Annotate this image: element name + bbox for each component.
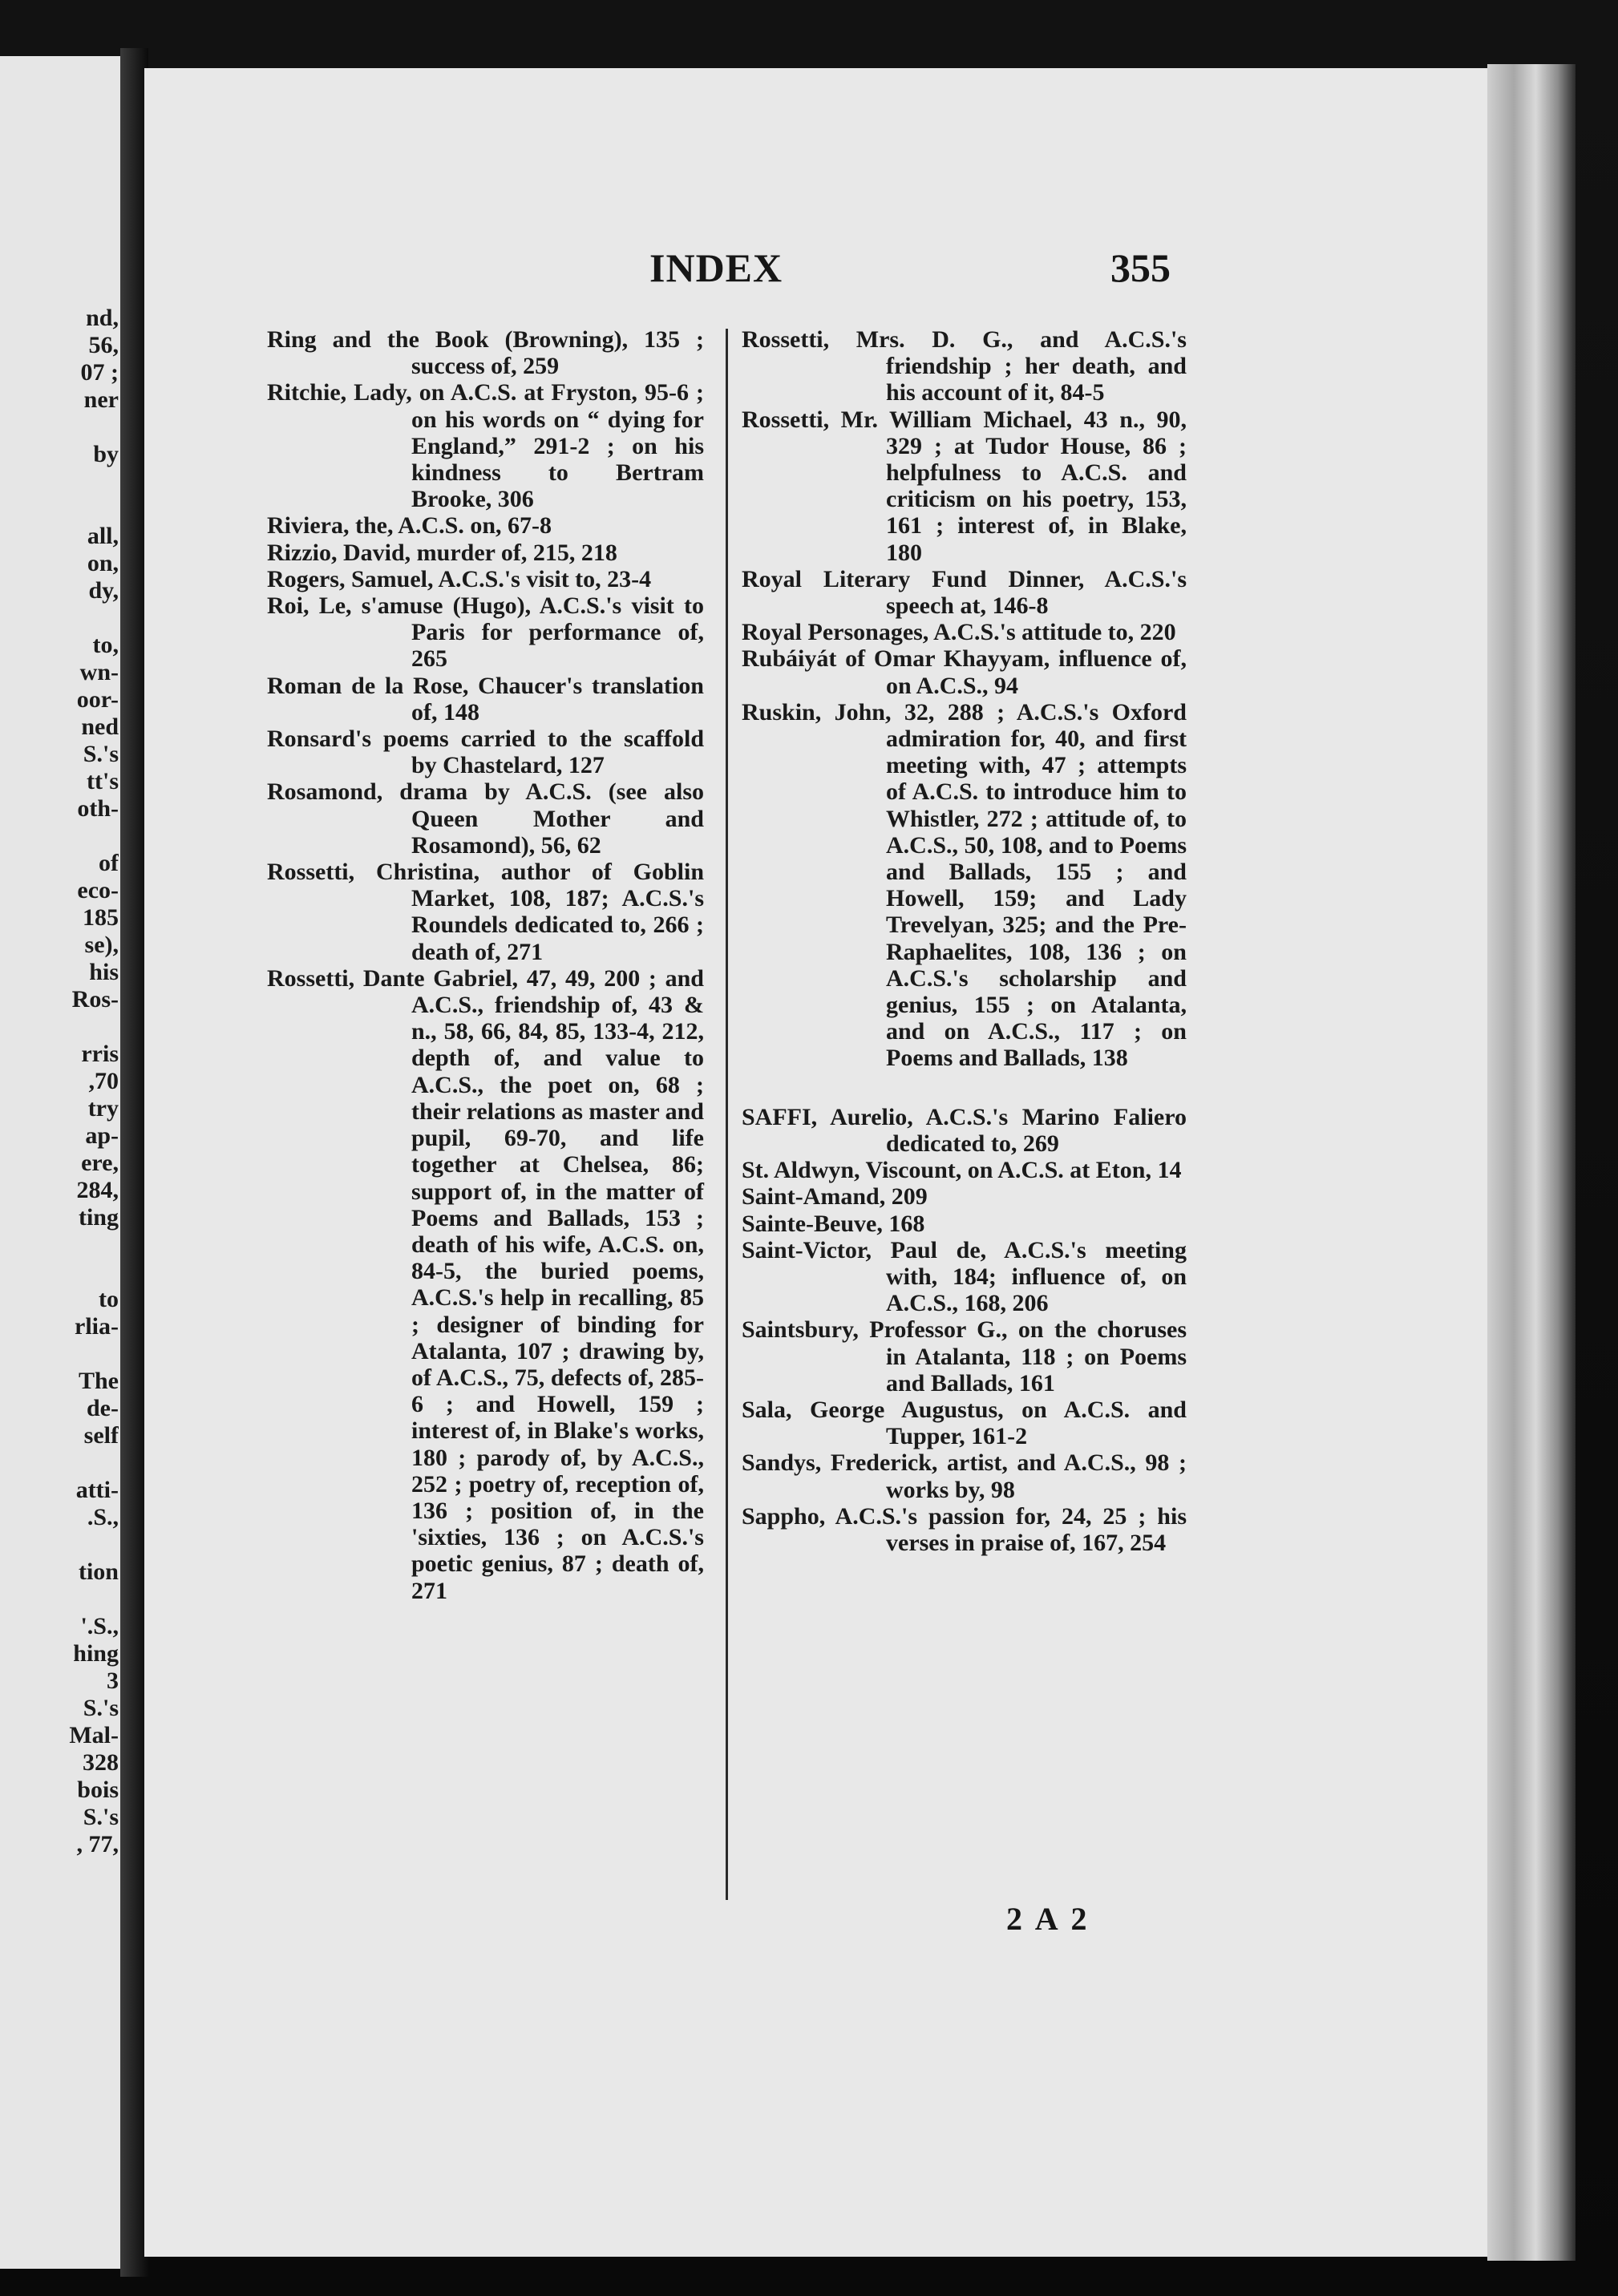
- facing-page-fragment: by: [93, 441, 119, 467]
- facing-page-fragment: , 77,: [76, 1831, 119, 1857]
- facing-page-fragment: tt's: [87, 768, 119, 794]
- running-title: INDEX: [649, 245, 783, 290]
- facing-page-fragment: on,: [87, 550, 119, 576]
- facing-page-fragment: self: [83, 1422, 119, 1449]
- facing-page-fragment: [0, 495, 119, 523]
- index-entry: Rossetti, Dante Gabriel, 47, 49, 200 ; and A.C.S., friendship of, 43 & n., 58, 66, 84, 85, 133-4, 212, depth of, and value to A.C.S., the poet on, 68 ; their relations as master and pupil, 69-70, and life together at Chelsea, 86; support of, in the matter of Poems and Ballads, 153 ; death of his wife, A.C.S. on, 84-5, the buried poems, A.C.S.'s help in recalling, 85 ; designer of binding for Atalanta, 107 ; drawing by, of A.C.S., 75, defects of, 285-6 ; and Howell, 159 ; interest of, in Blake's works, 180 ; parody of, by A.C.S., 252 ; poetry of, reception of, 136 ; position of, in the 'sixties, 136 ; on A.C.S.'s poetic genius, 87 ; death of, 271: [267, 964, 704, 1604]
- index-entry: Rogers, Samuel, A.C.S.'s visit to, 23-4: [267, 565, 652, 592]
- facing-page-fragment: Mal-: [69, 1722, 119, 1748]
- facing-page-fragment: ,70: [88, 1068, 119, 1094]
- index-entry: Rossetti, Mr. William Michael, 43 n., 90, 329 ; at Tudor House, 86 ; helpfulness to A.C.S. and criticism on his poetry, 153, 161 ; interest of, in Blake, 180: [742, 406, 1187, 566]
- facing-page-fragment: 328: [83, 1749, 119, 1776]
- facing-page-fragment: [0, 468, 119, 495]
- facing-page-fragment: wn-: [79, 659, 119, 685]
- facing-page-fragment: S.'s: [83, 741, 119, 767]
- facing-page-fragment: ting: [78, 1204, 119, 1231]
- facing-page-fragment: [0, 604, 119, 632]
- facing-page-fragment: oor-: [76, 686, 119, 713]
- index-entry: Royal Literary Fund Dinner, A.C.S.'s speech at, 146-8: [742, 565, 1187, 620]
- page-header: [0, 245, 1618, 293]
- index-entry: Royal Personages, A.C.S.'s attitude to, 220: [742, 619, 1176, 646]
- facing-page-fragment: 56,: [88, 332, 119, 358]
- index-entry: Saintsbury, Professor G., on the choruses in Atalanta, 118 ; on Poems and Ballads, 161: [742, 1316, 1187, 1397]
- index-entry: Sandys, Frederick, artist, and A.C.S., 98 ; works by, 98: [742, 1449, 1187, 1503]
- index-entry: Rossetti, Christina, author of Goblin Market, 108, 187; A.C.S.'s Roundels dedicated to, 266 ; death of, 271: [267, 859, 704, 965]
- facing-page-fragment: The: [78, 1368, 119, 1394]
- facing-page-fragment: [0, 1449, 119, 1477]
- letter-section-gap: [742, 1072, 1187, 1104]
- index-entry: Ritchie, Lady, on A.C.S. at Fryston, 95-6 ; on his words on “ dying for England,” 291-2 ; on his kindness to Bertram Brooke, 306: [267, 379, 704, 513]
- facing-page-fragment: of: [99, 850, 119, 876]
- facing-page-fragment: nd,: [86, 305, 119, 331]
- index-entry: SAFFI, Aurelio, A.C.S.'s Marino Faliero dedicated to, 269: [742, 1103, 1187, 1157]
- facing-page-fragment: eco-: [77, 877, 119, 903]
- index-column-left: [267, 326, 704, 1604]
- facing-page-fragment: '.S.,: [80, 1613, 119, 1639]
- index-entry: Sainte-Beuve, 168: [742, 1210, 925, 1237]
- facing-page-fragment: ap-: [85, 1122, 119, 1149]
- page-number: 355: [1110, 245, 1171, 290]
- facing-page-fragment: ner: [83, 386, 119, 413]
- index-entry: Sappho, A.C.S.'s passion for, 24, 25 ; his verses in praise of, 167, 254: [742, 1502, 1187, 1556]
- index-entry: Rosamond, drama by A.C.S. (see also Queen Mother and Rosamond), 56, 62: [267, 778, 704, 859]
- facing-page-fragment: [0, 1340, 119, 1368]
- facing-page-fragment: rlia-: [75, 1313, 119, 1340]
- facing-page-fragment: se),: [84, 932, 119, 958]
- facing-page-fragment: his: [89, 959, 119, 985]
- facing-page-fragment: [0, 1586, 119, 1613]
- facing-page-fragment: 3: [107, 1667, 119, 1694]
- facing-page-fragment: [0, 823, 119, 850]
- facing-page-fragment: rris: [81, 1041, 119, 1067]
- facing-page-fragment: hing: [73, 1640, 119, 1667]
- facing-page-fragment: [0, 1259, 119, 1286]
- signature-mark: 2 A 2: [1006, 1901, 1090, 1937]
- facing-page-fragment: .S.,: [87, 1504, 119, 1530]
- index-entry: Rossetti, Mrs. D. G., and A.C.S.'s friendship ; her death, and his account of it, 84-5: [742, 326, 1187, 406]
- facing-page-fragment: to: [99, 1286, 119, 1312]
- facing-page-fragment: [0, 1531, 119, 1558]
- index-entry: Saint-Victor, Paul de, A.C.S.'s meeting with, 184; influence of, on A.C.S., 168, 206: [742, 1236, 1187, 1317]
- facing-page-fragment: atti-: [75, 1477, 119, 1503]
- index-entry: St. Aldwyn, Viscount, on A.C.S. at Eton, 14: [742, 1157, 1182, 1184]
- facing-page-fragment: try: [87, 1095, 119, 1122]
- facing-page-fragment: S.'s: [83, 1695, 119, 1721]
- facing-page-fragment: Ros-: [71, 986, 119, 1013]
- index-entry: Ring and the Book (Browning), 135 ; success of, 259: [267, 326, 704, 380]
- index-entry: Sala, George Augustus, on A.C.S. and Tupper, 161-2: [742, 1396, 1187, 1450]
- facing-page-fragment: tion: [78, 1558, 119, 1585]
- index-column-right: [742, 326, 1187, 1556]
- facing-page-text-fragments: [0, 305, 119, 1858]
- index-entry: Rubáiyát of Omar Khayyam, influence of, on A.C.S., 94: [742, 645, 1187, 699]
- facing-page-fragment: ned: [81, 713, 119, 740]
- index-entry: Ruskin, John, 32, 288 ; A.C.S.'s Oxford admiration for, 40, and first meeting with, 47 ; attempts of A.C.S. to introduce him to Whistler, 272 ; attitude of, to A.C.S., 50, 108, and to Poems and Ballads, 155 ; and Howell, 159; and Lady Trevelyan, 325; and the Pre-Raphaelites, 108, 136 ; on A.C.S.'s scholarship and genius, 155 ; on Atalanta, and on A.C.S., 117 ; on Poems and Ballads, 138: [742, 698, 1187, 1072]
- facing-page-fragment: S.'s: [83, 1804, 119, 1830]
- index-entry: Riviera, the, A.C.S. on, 67-8: [267, 512, 552, 540]
- page-edge: [1487, 64, 1576, 2261]
- facing-page-fragment: 07 ;: [80, 359, 119, 386]
- facing-page-fragment: dy,: [88, 577, 119, 604]
- facing-page-fragment: [0, 414, 119, 441]
- facing-page-fragment: de-: [87, 1395, 119, 1421]
- index-entry: Roi, Le, s'amuse (Hugo), A.C.S.'s visit to Paris for performance of, 265: [267, 592, 704, 673]
- facing-page-fragment: [0, 1013, 119, 1041]
- index-entry: Roman de la Rose, Chaucer's translation of, 148: [267, 672, 704, 726]
- facing-page-fragment: to,: [92, 632, 119, 658]
- index-entry: Ronsard's poems carried to the scaffold by Chastelard, 127: [267, 726, 704, 779]
- facing-page-fragment: all,: [87, 523, 119, 549]
- facing-page-fragment: ere,: [81, 1150, 119, 1176]
- index-entry: Rizzio, David, murder of, 215, 218: [267, 539, 617, 566]
- facing-page-fragment: [0, 1231, 119, 1259]
- facing-page-fragment: oth-: [77, 795, 119, 822]
- facing-page-fragment: 185: [83, 904, 119, 931]
- facing-page-fragment: bois: [77, 1777, 119, 1803]
- index-entry: Saint-Amand, 209: [742, 1183, 928, 1211]
- facing-page-fragment: 284,: [76, 1177, 119, 1203]
- column-divider: [726, 329, 728, 1900]
